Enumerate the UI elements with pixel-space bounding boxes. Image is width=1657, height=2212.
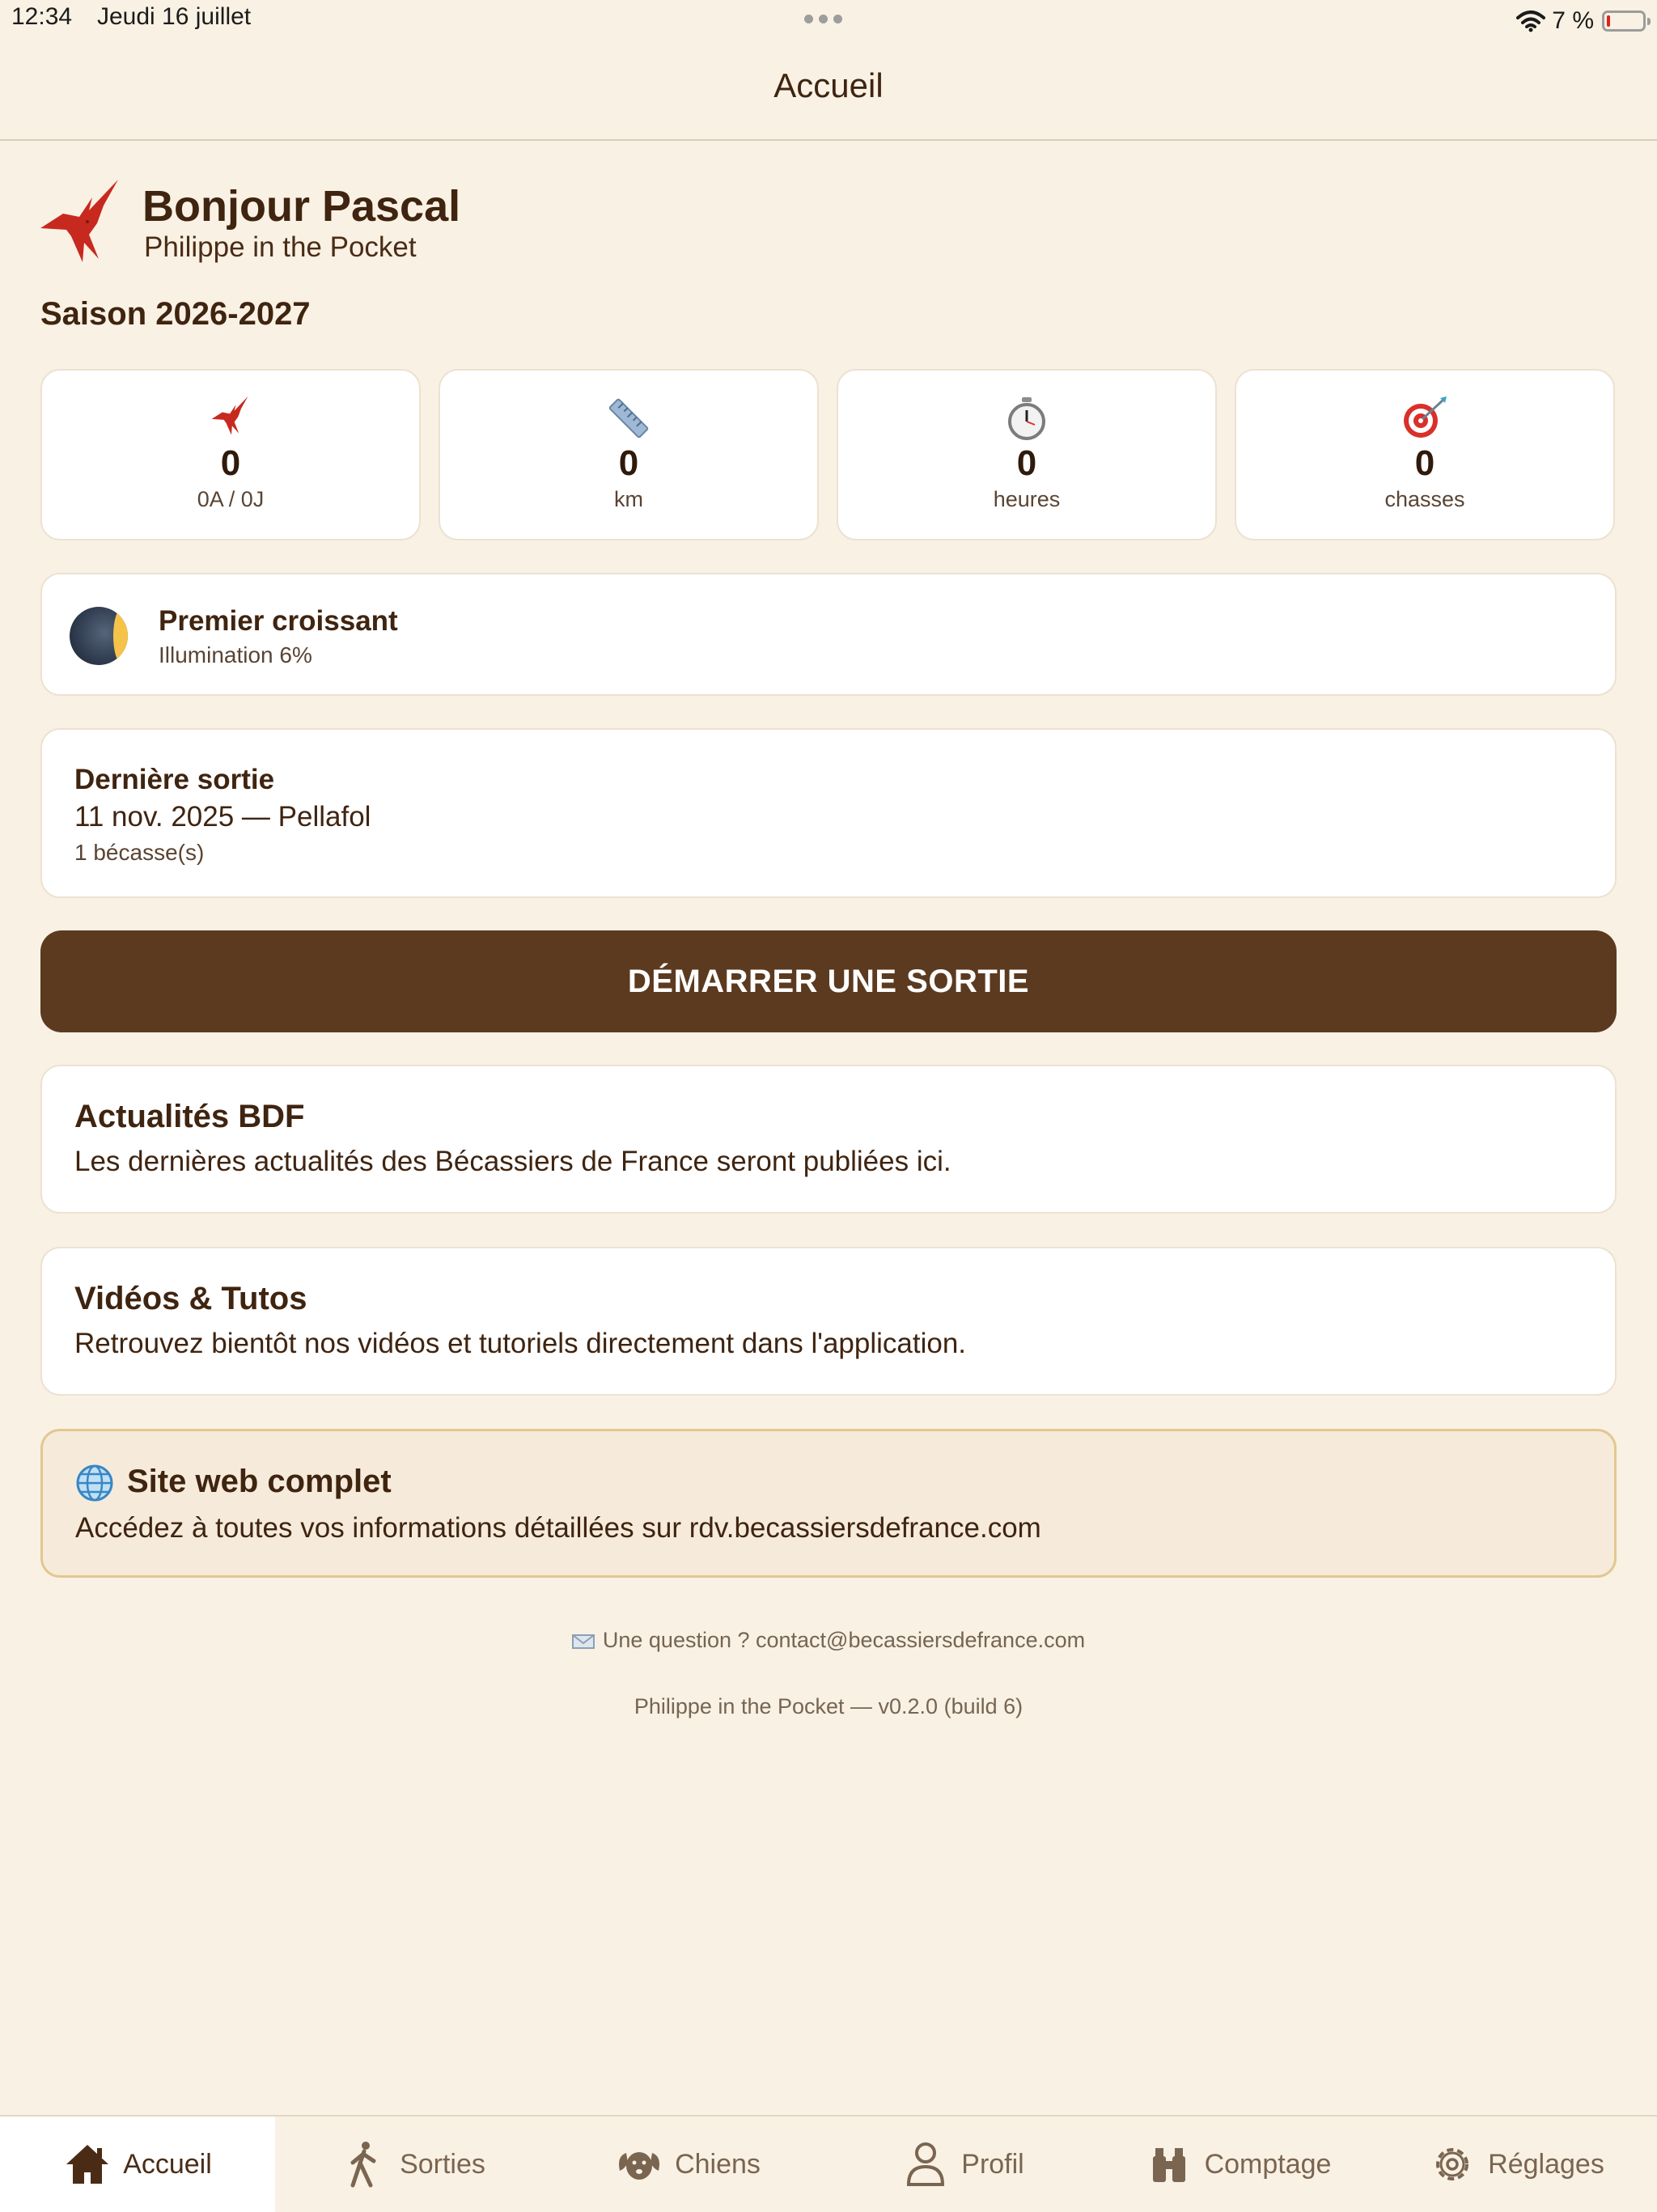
person-icon [905, 2141, 946, 2188]
website-text: Accédez à toutes vos informations détaillées sur rdv.becassiersdefrance.com [75, 1512, 1041, 1544]
gear-icon [1429, 2141, 1476, 2188]
greeting-title: Bonjour Pascal [142, 182, 461, 231]
videos-title: Vidéos & Tutos [74, 1281, 307, 1316]
tab-comptage[interactable] [1100, 2117, 1375, 2212]
status-date: Jeudi 16 juillet [97, 3, 252, 30]
stat-label: heures [993, 487, 1061, 511]
ruler-icon [604, 394, 653, 443]
stat-label: 0A / 0J [197, 487, 265, 511]
app-name: Philippe in the Pocket [144, 231, 417, 263]
contact-text: Une question ? contact@becassiersdefrance.com [602, 1628, 1086, 1652]
tab-chiens[interactable] [550, 2117, 825, 2212]
last-outing-card[interactable] [40, 728, 1617, 898]
stat-value: 0 [220, 443, 241, 483]
news-card[interactable] [40, 1065, 1617, 1214]
moon-phase-card [40, 573, 1617, 696]
target-icon [1401, 395, 1448, 442]
moon-illumination: Illumination 6% [159, 642, 312, 667]
tab-bar [0, 2115, 1657, 2212]
tab-label: Profil [961, 2148, 1024, 2180]
start-outing-button[interactable]: DÉMARRER UNE SORTIE [40, 930, 1617, 1032]
videos-text: Retrouvez bientôt nos vidéos et tutoriels directement dans l'application. [74, 1328, 967, 1359]
stat-card-woodcocks [40, 369, 421, 540]
multitasking-dots-icon[interactable] [804, 13, 853, 24]
stat-card-hunts [1235, 369, 1615, 540]
tab-label: Comptage [1204, 2148, 1332, 2180]
last-outing-detail: 11 nov. 2025 — Pellafol [74, 801, 371, 833]
last-outing-title: Dernière sortie [74, 764, 275, 795]
stat-card-hours [837, 369, 1217, 540]
moon-phase-title: Premier croissant [159, 605, 398, 637]
navigation-bar [0, 42, 1657, 141]
tab-label: Sorties [400, 2148, 485, 2180]
battery-icon [1602, 11, 1646, 32]
news-text: Les dernières actualités des Bécassiers de France seront publiées ici. [74, 1146, 951, 1177]
globe-icon [75, 1464, 114, 1502]
news-title: Actualités BDF [74, 1099, 305, 1134]
tab-sorties[interactable] [275, 2117, 550, 2212]
website-title: Site web complet [127, 1464, 392, 1499]
stat-value: 0 [1016, 443, 1037, 483]
status-bar [0, 0, 1657, 42]
stat-value: 0 [618, 443, 639, 483]
tab-accueil[interactable] [0, 2117, 275, 2212]
last-outing-count: 1 bécasse(s) [74, 840, 205, 865]
binoculars-icon [1150, 2145, 1189, 2184]
stat-value: 0 [1414, 443, 1435, 483]
wifi-icon [1516, 10, 1545, 32]
moon-icon [70, 607, 128, 665]
app-version: Philippe in the Pocket — v0.2.0 (build 6) [634, 1694, 1023, 1718]
dog-icon [615, 2145, 663, 2184]
battery-percent: 7 % [1552, 7, 1594, 34]
stat-label: chasses [1384, 487, 1465, 511]
tab-profil[interactable] [825, 2117, 1100, 2212]
status-right [1516, 5, 1646, 37]
woodcock-logo-icon [39, 178, 123, 275]
tab-label: Accueil [123, 2148, 212, 2180]
status-time: 12:34 [11, 3, 73, 30]
walking-icon [346, 2140, 382, 2189]
tab-label: Chiens [675, 2148, 761, 2180]
page-title: Accueil [773, 66, 884, 104]
woodcock-icon [208, 396, 253, 441]
season-title: Saison 2026-2027 [40, 296, 311, 332]
contact-line[interactable] [0, 1628, 1657, 1653]
tab-reglages[interactable] [1375, 2117, 1657, 2212]
stopwatch-icon [1004, 396, 1049, 441]
tab-label: Réglages [1488, 2148, 1604, 2180]
envelope-icon [572, 1634, 595, 1649]
videos-card[interactable] [40, 1247, 1617, 1396]
stat-card-distance [439, 369, 819, 540]
stat-label: km [614, 487, 643, 511]
home-icon [63, 2142, 112, 2187]
website-card[interactable] [40, 1429, 1617, 1578]
